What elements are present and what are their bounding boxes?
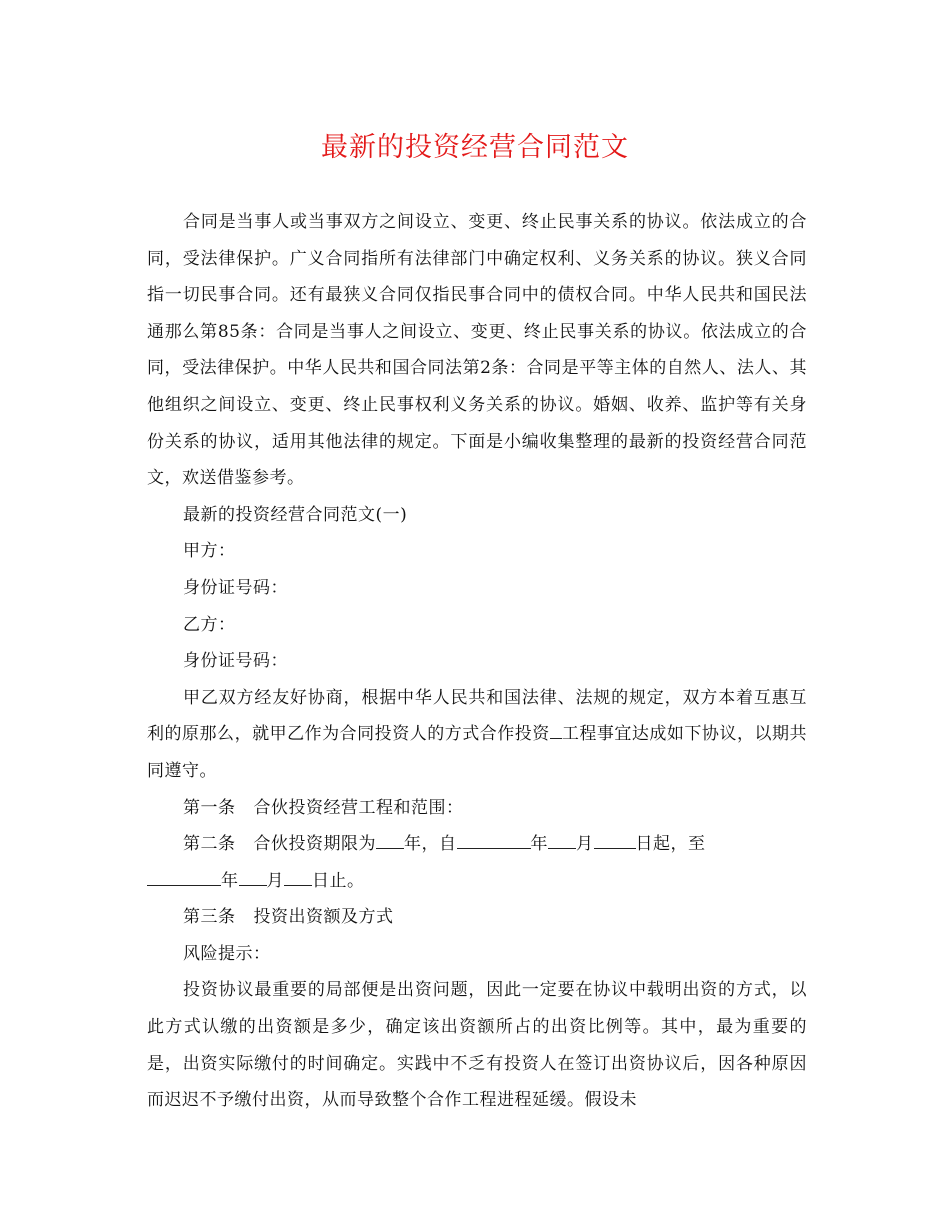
blank-field bbox=[239, 867, 267, 886]
article-2-continued bbox=[147, 863, 807, 900]
article-3-number: 第三条 bbox=[183, 907, 236, 928]
article-2-text-f: 年 bbox=[221, 870, 239, 891]
blank-field bbox=[594, 830, 636, 849]
article-1 bbox=[147, 790, 807, 827]
blank-field bbox=[550, 720, 562, 739]
document-title: 最新的投资经营合同范文 bbox=[321, 132, 629, 163]
document-body bbox=[147, 204, 807, 1119]
party-a-id-label: 身份证号码： bbox=[183, 577, 288, 598]
party-b-id-label: 身份证号码： bbox=[183, 651, 288, 672]
article-2-text-b: 年，自 bbox=[404, 834, 457, 855]
blank-field bbox=[457, 830, 531, 849]
preamble-paragraph bbox=[147, 680, 807, 790]
article-2-text-e: 日起，至 bbox=[635, 834, 706, 855]
risk-paragraph: 投资协议最重要的局部便是出资问题，因此一定要在协议中载明出资的方式，以此方式认缴的出资额是多少，确定该出资额所占的出资比例等。其中，最为重要的是，出资实际缴付的时间确定。实践中不乏有投资人在签订出资协议后，因各种原因而迟迟不予缴付出资，从而导致整个合作工程进程延缓。假设未 bbox=[147, 980, 807, 1111]
intro-paragraph: 合同是当事人或当事双方之间设立、变更、终止民事关系的协议。依法成立的合同，受法律保护。广义合同指所有法律部门中确定权利、义务关系的协议。狭义合同指一切民事合同。还有最狭义合同仅指民事合同中的债权合同。中华人民共和国民法通那么第85条：合同是当事人之间设立、变更、终止民事关系的协议。依法成立的合同，受法律保护。中华人民共和国合同法第2条：合同是平等主体的自然人、法人、其他组织之间设立、变更、终止民事权利义务关系的协议。婚姻、收养、监护等有关身份关系的协议，适用其他法律的规定。下面是小编收集整理的最新的投资经营合同范文，欢送借鉴参考。 bbox=[147, 212, 807, 489]
article-2-text-c: 年 bbox=[530, 834, 548, 855]
article-2-text-h: 日止。 bbox=[312, 870, 365, 891]
party-a-label: 甲方： bbox=[183, 541, 236, 562]
blank-field bbox=[548, 830, 576, 849]
article-1-text: 合伙投资经营工程和范围： bbox=[253, 797, 464, 818]
article-2-number: 第二条 bbox=[183, 834, 236, 855]
article-2-text-g: 月 bbox=[266, 870, 284, 891]
article-3 bbox=[147, 899, 807, 936]
article-2-text-a: 合伙投资期限为 bbox=[253, 834, 376, 855]
party-b-label: 乙方： bbox=[183, 614, 236, 635]
blank-field bbox=[376, 830, 404, 849]
preamble-text-2: 工程事宜达成如下协议，以期共同遵守。 bbox=[147, 724, 808, 781]
article-3-text: 投资出资额及方式 bbox=[253, 907, 394, 928]
blank-field bbox=[284, 867, 312, 886]
article-2-text-d: 月 bbox=[576, 834, 594, 855]
preamble-text-1: 甲乙双方经友好协商，根据中华人民共和国法律、法规的规定，双方本着互惠互利的原那么，就甲乙作为合同投资人的方式合作投资 bbox=[147, 687, 807, 745]
section-heading: 最新的投资经营合同范文(一) bbox=[183, 504, 408, 525]
blank-field bbox=[147, 867, 221, 886]
risk-label: 风险提示： bbox=[183, 943, 271, 964]
article-1-number: 第一条 bbox=[183, 797, 236, 818]
article-2 bbox=[147, 826, 807, 863]
